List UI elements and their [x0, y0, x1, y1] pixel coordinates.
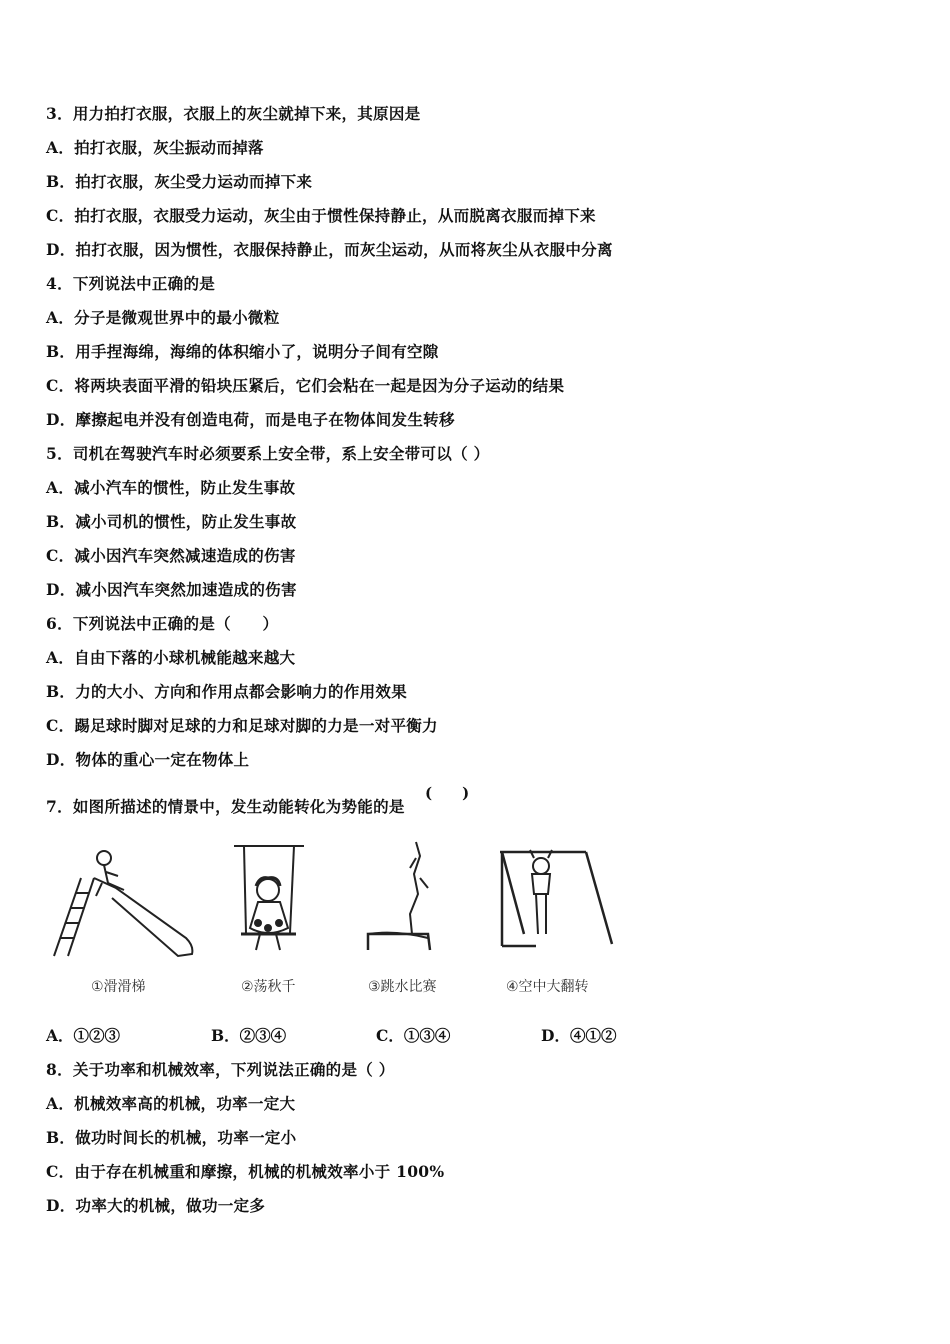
q5-option-b: B．减小司机的惯性，防止发生事故: [46, 512, 297, 531]
q3-option-a: A．拍打衣服，灰尘振动而掉落: [46, 138, 264, 157]
q4-option-a: A．分子是微观世界中的最小微粒: [46, 308, 280, 327]
q8-option-c: C．由于存在机械重和摩擦，机械的机械效率小于 100%: [46, 1162, 445, 1181]
q8-option-a: A．机械效率高的机械，功率一定大: [46, 1094, 296, 1113]
q6-option-b: B．力的大小、方向和作用点都会影响力的作用效果: [46, 682, 408, 701]
q3-option-d: D．拍打衣服，因为惯性，衣服保持静止，而灰尘运动，从而将灰尘从衣服中分离: [46, 240, 613, 259]
q8-option-d: D．功率大的机械，做功一定多: [46, 1196, 266, 1215]
q7-option-b: B．②③④: [211, 1026, 287, 1045]
q7-answer-paren: ( ): [425, 784, 470, 802]
q6-option-d: D．物体的重心一定在物体上: [46, 750, 250, 769]
high-bar-illustration: [500, 850, 612, 946]
caption-diving: ③跳水比赛: [368, 979, 437, 995]
q7-figure: [46, 838, 646, 998]
caption-swing: ②荡秋千: [241, 979, 296, 995]
q6-stem: 6．下列说法中正确的是（ ）: [46, 614, 279, 633]
q7-option-d: D．④①②: [541, 1026, 617, 1045]
slide-illustration: [54, 851, 192, 956]
q4-option-b: B．用手捏海绵，海绵的体积缩小了，说明分子间有空隙: [46, 342, 439, 361]
swing-illustration: [234, 846, 304, 950]
caption-slide: ①滑滑梯: [91, 979, 146, 995]
q6-option-c: C．踢足球时脚对足球的力和足球对脚的力是一对平衡力: [46, 716, 438, 735]
q5-option-a: A．减小汽车的惯性，防止发生事故: [46, 478, 296, 497]
q8-option-b: B．做功时间长的机械，功率一定小: [46, 1128, 297, 1147]
q7-illustrations: [46, 838, 646, 973]
q7-option-c: C．①③④: [376, 1026, 451, 1045]
diving-illustration: [368, 842, 430, 950]
q3-option-c: C．拍打衣服，衣服受力运动，灰尘由于惯性保持静止，从而脱离衣服而掉下来: [46, 206, 596, 225]
q7-option-a: A．①②③: [46, 1026, 121, 1045]
q5-option-d: D．减小因汽车突然加速造成的伤害: [46, 580, 297, 599]
q6-option-a: A．自由下落的小球机械能越来越大: [46, 648, 296, 667]
q4-stem: 4．下列说法中正确的是: [46, 274, 216, 293]
q4-option-c: C．将两块表面平滑的铅块压紧后，它们会粘在一起是因为分子运动的结果: [46, 376, 565, 395]
q4-option-d: D．摩擦起电并没有创造电荷，而是电子在物体间发生转移: [46, 410, 455, 429]
q5-option-c: C．减小因汽车突然减速造成的伤害: [46, 546, 296, 565]
q7-stem: 7．如图所描述的情景中，发生动能转化为势能的是: [46, 797, 405, 816]
q5-stem: 5．司机在驾驶汽车时必须要系上安全带，系上安全带可以（ ）: [46, 444, 490, 463]
q8-stem: 8．关于功率和机械效率，下列说法正确的是（ ）: [46, 1060, 395, 1079]
caption-high-bar: ④空中大翻转: [506, 979, 589, 995]
q3-option-b: B．拍打衣服，灰尘受力运动而掉下来: [46, 172, 313, 191]
q3-stem: 3．用力拍打衣服，衣服上的灰尘就掉下来，其原因是: [46, 104, 421, 123]
